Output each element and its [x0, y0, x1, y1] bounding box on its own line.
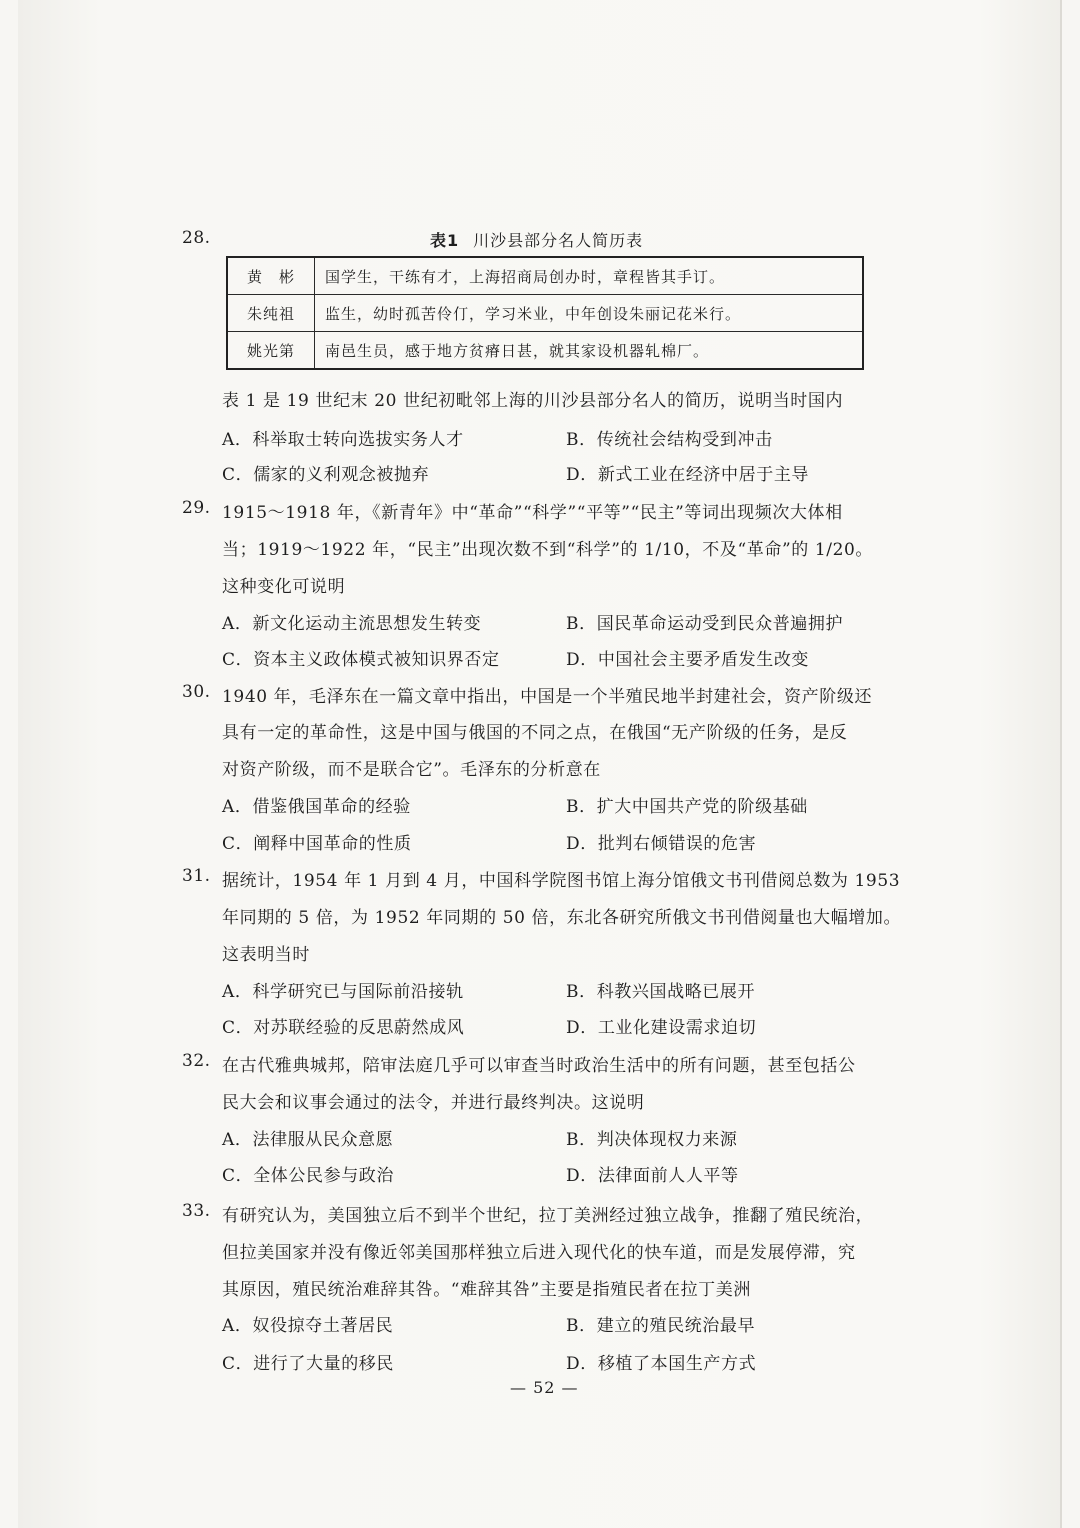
question-32-option-a: A．法律服从民众意愿 [222, 1130, 394, 1150]
question-31-option-b: B．科教兴国战略已展开 [566, 982, 756, 1002]
question-32-stem-line: 民大会和议事会通过的法令，并进行最终判决。这说明 [222, 1093, 645, 1113]
question-31-option-a: A．科学研究已与国际前沿接轨 [222, 982, 464, 1002]
page-edge [1060, 0, 1062, 1528]
question-32-stem-line: 在古代雅典城邦，陪审法庭几乎可以审查当时政治生活中的所有问题，甚至包括公 [222, 1056, 856, 1076]
question-32-option-c: C．全体公民参与政治 [222, 1166, 395, 1186]
question-31-option-d: D．工业化建设需求迫切 [566, 1018, 757, 1038]
question-31-stem-line: 年同期的 5 倍，为 1952 年同期的 50 倍，东北各研究所俄文书刊借阅量也大幅增加。 [222, 908, 902, 928]
page-number: — 52 — [510, 1378, 579, 1397]
table-cell-name: 黄 彬 [227, 257, 315, 295]
question-29-option-a: A．新文化运动主流思想发生转变 [222, 614, 482, 634]
question-30-option-b: B．扩大中国共产党的阶级基础 [566, 797, 808, 817]
question-33-option-c: C．进行了大量的移民 [222, 1354, 395, 1374]
question-28-option-c: C．儒家的义利观念被抛弃 [222, 465, 430, 485]
question-33-stem-line: 但拉美国家并没有像近邻美国那样独立后进入现代化的快车道，而是发展停滞，究 [222, 1243, 856, 1263]
question-29-option-d: D．中国社会主要矛盾发生改变 [566, 650, 810, 670]
question-33-option-a: A．奴役掠夺土著居民 [222, 1316, 394, 1336]
question-32-number: 32. [182, 1051, 211, 1071]
question-32-option-b: B．判决体现权力来源 [566, 1130, 738, 1150]
table-cell-bio: 监生，幼时孤苦伶仃，学习米业，中年创设朱丽记花米行。 [315, 295, 864, 332]
question-31-stem-line: 这表明当时 [222, 945, 310, 965]
question-30-stem-line: 对资产阶级，而不是联合它”。毛泽东的分析意在 [222, 760, 601, 780]
table-row [227, 257, 863, 295]
question-29-number: 29. [182, 498, 211, 518]
question-33-stem-line: 有研究认为，美国独立后不到半个世纪，拉丁美洲经过独立战争，推翻了殖民统治， [222, 1206, 874, 1226]
question-32-option-d: D．法律面前人人平等 [566, 1166, 739, 1186]
table-row [227, 295, 863, 332]
question-28-number: 28. [182, 228, 211, 248]
question-30-option-a: A．借鉴俄国革命的经验 [222, 797, 411, 817]
table-cell-name: 姚光第 [227, 332, 315, 370]
question-29-stem-line: 1915～1918 年，《新青年》中“革命”“科学”“平等”“民主”等词出现频次大体相 [222, 503, 843, 523]
table-row [227, 332, 863, 370]
table-cell-name: 朱纯祖 [227, 295, 315, 332]
table-cell-bio: 南邑生员，感于地方贫瘠日甚，就其家设机器轧棉厂。 [315, 332, 864, 370]
question-28-option-d: D．新式工业在经济中居于主导 [566, 465, 810, 485]
biography-table [226, 256, 864, 370]
question-29-stem-line: 这种变化可说明 [222, 577, 346, 597]
question-31-stem-line: 据统计，1954 年 1 月到 4 月，中国科学院图书馆上海分馆俄文书刊借阅总数为 1953 [222, 871, 901, 891]
question-33-stem-line: 其原因，殖民统治难辞其咎。“难辞其咎”主要是指殖民者在拉丁美洲 [222, 1280, 751, 1300]
question-30-option-d: D．批判右倾错误的危害 [566, 834, 757, 854]
table-caption-title: 川沙县部分名人简历表 [473, 231, 644, 250]
question-28-stem: 表 1 是 19 世纪末 20 世纪初毗邻上海的川沙县部分名人的简历，说明当时国内 [222, 391, 844, 411]
question-33-option-b: B．建立的殖民统治最早 [566, 1316, 756, 1336]
table-cell-bio: 国学生，干练有才，上海招商局创办时，章程皆其手订。 [315, 257, 864, 295]
question-29-option-b: B．国民革命运动受到民众普遍拥护 [566, 614, 844, 634]
question-30-stem-line: 具有一定的革命性，这是中国与俄国的不同之点，在俄国“无产阶级的任务，是反 [222, 723, 848, 743]
question-30-stem-line: 1940 年，毛泽东在一篇文章中指出，中国是一个半殖民地半封建社会，资产阶级还 [222, 687, 873, 707]
question-33-option-d: D．移植了本国生产方式 [566, 1354, 757, 1374]
question-28-option-b: B．传统社会结构受到冲击 [566, 430, 773, 450]
question-29-option-c: C．资本主义政体模式被知识界否定 [222, 650, 500, 670]
table-caption [430, 228, 643, 251]
question-30-number: 30. [182, 682, 211, 702]
question-33-number: 33. [182, 1201, 211, 1221]
question-30-option-c: C．阐释中国革命的性质 [222, 834, 412, 854]
table-caption-number: 表1 [430, 231, 460, 250]
question-29-stem-line: 当；1919～1922 年，“民主”出现次数不到“科学”的 1/10，不及“革命”的 1/20。 [222, 540, 874, 560]
question-31-option-c: C．对苏联经验的反思蔚然成风 [222, 1018, 465, 1038]
question-28-option-a: A．科举取士转向选拔实务人才 [222, 430, 464, 450]
question-31-number: 31. [182, 866, 211, 886]
